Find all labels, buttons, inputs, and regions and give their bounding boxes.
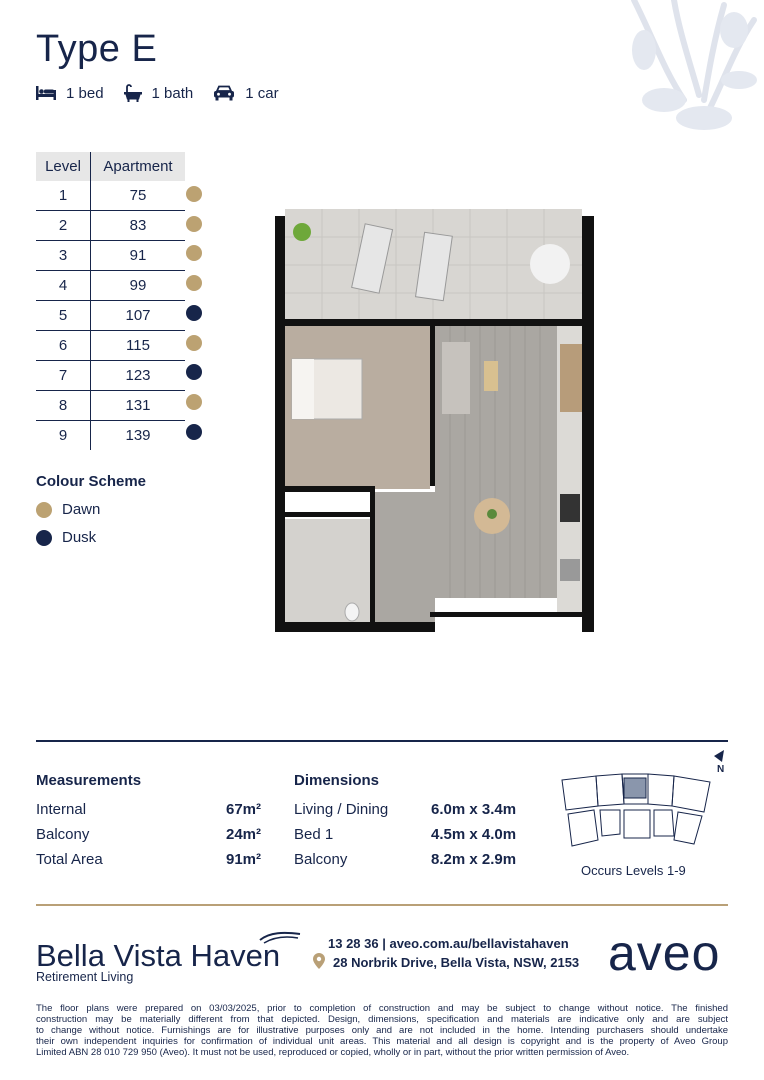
wave-logo-icon <box>258 930 302 944</box>
level-cell: 2 <box>36 211 91 241</box>
decorative-leaf-motif <box>604 0 764 140</box>
floor-plan <box>270 204 600 636</box>
divider-top <box>36 740 728 742</box>
scheme-dot <box>186 186 202 202</box>
north-label: N <box>717 764 725 775</box>
dimensions-title: Dimensions <box>294 772 380 789</box>
apartment-cell: 139 <box>125 427 151 444</box>
scheme-dot <box>186 275 202 291</box>
apartment-cell: 75 <box>91 181 186 211</box>
dawn-swatch <box>36 502 52 518</box>
balcony-table <box>530 244 570 284</box>
feature-list <box>36 84 279 102</box>
colour-scheme-title: Colour Scheme <box>36 473 147 490</box>
dusk-swatch <box>36 530 52 546</box>
dimension-label: Living / Dining <box>294 801 389 818</box>
north-arrow-icon <box>714 750 724 762</box>
table-row <box>36 241 185 271</box>
table-row <box>36 271 185 301</box>
divider-bottom <box>36 904 728 906</box>
measurement-value: 91m² <box>226 851 262 868</box>
toilet <box>345 603 359 621</box>
level-cell: 8 <box>36 391 91 421</box>
scheme-dot <box>186 335 202 351</box>
scheme-dusk <box>36 529 96 546</box>
key-plan <box>554 748 734 858</box>
table-row <box>36 211 185 241</box>
table-row <box>36 301 185 331</box>
measurement-label: Total Area <box>36 851 103 868</box>
apartment-cell: 115 <box>91 331 186 361</box>
car-icon <box>213 85 235 101</box>
scheme-dawn <box>36 501 100 518</box>
level-cell: 6 <box>36 331 91 361</box>
brand-name: Bella Vista Haven <box>36 938 281 973</box>
bath-icon <box>124 84 142 102</box>
key-plan-highlight <box>624 778 646 798</box>
table-row <box>36 421 185 451</box>
level-cell: 3 <box>36 241 91 271</box>
plant <box>487 509 497 519</box>
apartment-cell: 83 <box>91 211 186 241</box>
measurement-label: Balcony <box>36 826 90 843</box>
bed-label: 1 bed <box>66 84 104 102</box>
cooktop <box>560 494 580 522</box>
scheme-dot <box>186 364 202 380</box>
measurements-title: Measurements <box>36 772 142 789</box>
page-title: Type E <box>36 28 158 70</box>
dimension-value: 6.0m x 3.4m <box>431 801 517 818</box>
disclaimer-line: their own independent inquiries for confirmation of individual unit areas. This material and all design is copyright and is the property of Aveo Group <box>36 1036 728 1047</box>
scheme-dot <box>186 424 202 440</box>
level-cell: 7 <box>36 361 91 391</box>
level-cell: 4 <box>36 271 91 301</box>
location-pin-icon <box>313 953 325 969</box>
contact-line: 13 28 36 | aveo.com.au/bellavistahaven <box>328 936 569 951</box>
level-cell: 9 <box>36 421 91 451</box>
apartment-cell: 99 <box>91 271 186 301</box>
apartment-cell: 107 <box>91 301 186 331</box>
table-row <box>36 391 185 421</box>
fridge <box>560 344 582 412</box>
scheme-dot <box>186 216 202 232</box>
levels-table <box>36 152 185 450</box>
feature-bed <box>36 84 104 102</box>
measurement-label: Internal <box>36 801 87 818</box>
table-row <box>36 361 185 391</box>
hallway-floor <box>375 492 435 622</box>
apartment-header: Apartment <box>91 152 186 181</box>
level-header: Level <box>36 152 91 181</box>
car-label: 1 car <box>245 84 279 102</box>
dimension-value: 4.5m x 4.0m <box>431 826 517 843</box>
address-line: 28 Norbrik Drive, Bella Vista, NSW, 2153 <box>333 955 580 970</box>
aveo-logo: aveo <box>608 925 721 981</box>
disclaimer <box>36 1003 728 1058</box>
disclaimer-line: The floor plans were prepared on 03/03/2025, prior to completion of construction and may be subject to change without notice. The finished <box>36 1003 728 1014</box>
scheme-label: Dusk <box>62 529 97 546</box>
bed-icon <box>36 86 56 100</box>
brand-subtitle: Retirement Living <box>36 970 134 984</box>
kitchen-sink <box>560 559 580 581</box>
pillows <box>292 359 314 419</box>
measurement-value: 24m² <box>226 826 262 843</box>
scheme-dot <box>186 305 202 321</box>
apartment-cell: 91 <box>91 241 186 271</box>
dimension-label: Balcony <box>294 851 348 868</box>
apartment-cell: 123 <box>91 361 186 391</box>
dimension-label: Bed 1 <box>294 826 334 843</box>
table-row <box>36 181 185 211</box>
level-cell: 1 <box>36 181 91 211</box>
coffee-table <box>484 361 498 391</box>
measurement-value: 67m² <box>226 801 262 818</box>
disclaimer-line: Limited ABN 28 010 729 950 (Aveo). It must not be used, reproduced or copied, wholly or in part, without the prior written permission of Aveo. <box>36 1047 630 1058</box>
potted-plant <box>293 223 311 241</box>
level-cell: 5 <box>36 301 91 331</box>
scheme-dot <box>186 245 202 261</box>
bath-label: 1 bath <box>151 84 194 102</box>
dimension-value: 8.2m x 2.9m <box>431 851 517 868</box>
disclaimer-line: to change without notice. Furnishings are for illustrative purposes only and are not included in the home. Intending purchasers should undertake <box>36 1025 728 1036</box>
key-plan-caption: Occurs Levels 1-9 <box>581 863 686 878</box>
feature-car <box>213 84 278 102</box>
sofa <box>442 342 470 414</box>
disclaimer-line: construction may be materially different from that depicted. Design, dimensions, specification and materials are indicative only and are subject <box>36 1014 728 1025</box>
scheme-label: Dawn <box>62 501 101 518</box>
apartment-cell: 131 <box>91 391 186 421</box>
table-row <box>36 331 185 361</box>
scheme-dot <box>186 394 202 410</box>
feature-bath <box>124 84 194 102</box>
